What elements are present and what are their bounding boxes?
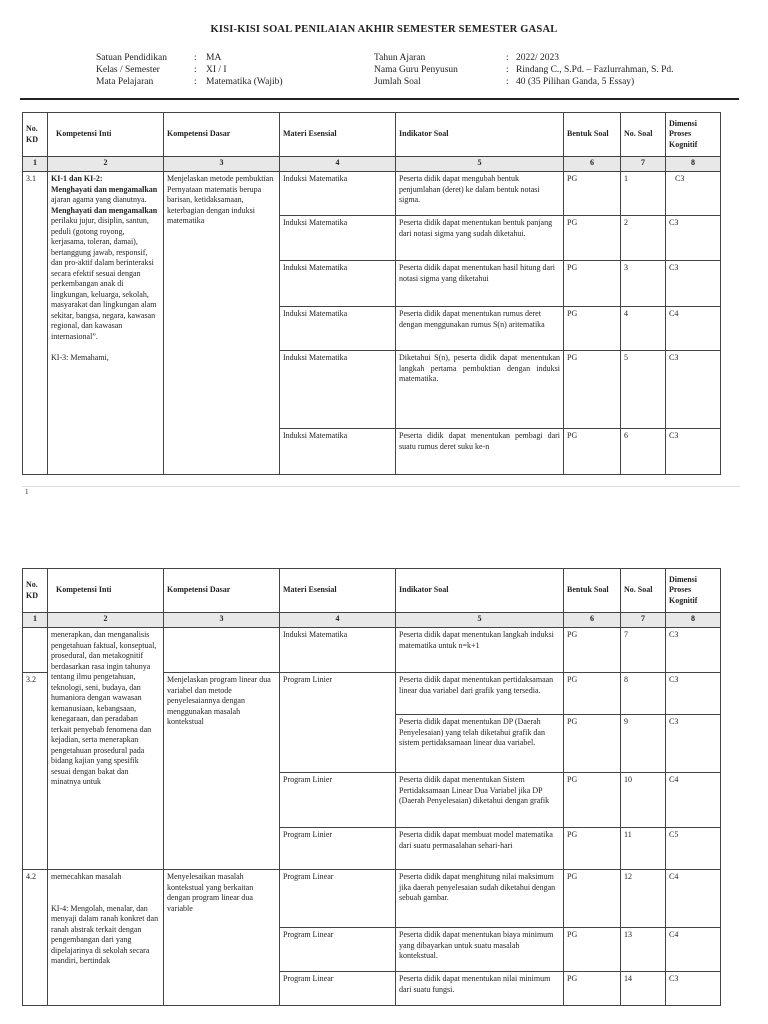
info-key: Jumlah Soal xyxy=(374,77,421,87)
indikator-cell: Peserta didik dapat menentukan langkah induksi matematika untuk n=k+1 xyxy=(396,628,564,673)
dimensi-cell: C3 xyxy=(666,972,721,1006)
ki-text: memecahkan masalah xyxy=(51,872,122,881)
col-number: 6 xyxy=(564,157,621,172)
col-number: 8 xyxy=(666,157,721,172)
no-soal-cell: 13 xyxy=(621,928,666,972)
kompetensi-dasar-empty xyxy=(164,628,280,673)
info-key: Mata Pelajaran xyxy=(96,77,154,87)
dimensi-cell: C4 xyxy=(666,307,721,351)
no-soal-cell: 4 xyxy=(621,307,666,351)
header-no-soal: No. Soal xyxy=(621,569,666,613)
kompetensi-inti-cell xyxy=(48,628,164,870)
kd-number: 3.1 xyxy=(23,172,48,475)
no-soal-cell: 3 xyxy=(621,261,666,307)
indikator-cell: Peserta didik dapat menentukan biaya minimum yang dibayarkan untuk suatu masalah kontekstual. xyxy=(396,928,564,972)
indikator-cell: Peserta didik dapat menentukan DP (Daerah Penyelesaian) yang telah diketahui grafik dan sistem pertidaksamaan linear dua variabel. xyxy=(396,715,564,773)
ki-heading: KI-1 dan KI-2: xyxy=(51,174,103,183)
col-number: 7 xyxy=(621,157,666,172)
col-number: 6 xyxy=(564,613,621,628)
no-soal-cell: 2 xyxy=(621,216,666,261)
materi-cell: Program Linear xyxy=(280,928,396,972)
col-number: 1 xyxy=(23,613,48,628)
materi-cell: Program Linier xyxy=(280,828,396,870)
indikator-cell: Peserta didik dapat menghitung nilai maksimum jika daerah penyelesaian sudah diketahui dengan sebuah gambar. xyxy=(396,870,564,928)
bentuk-cell: PG xyxy=(564,172,621,216)
header-indikator-soal: Indikator Soal xyxy=(396,113,564,157)
header-no-kd: No. KD xyxy=(23,113,48,157)
info-key: Kelas / Semester xyxy=(96,65,160,75)
no-soal-cell: 6 xyxy=(621,429,666,475)
info-value: Matematika (Wajib) xyxy=(206,77,283,87)
no-soal-cell: 8 xyxy=(621,673,666,715)
dimensi-cell: C4 xyxy=(666,928,721,972)
header-rule xyxy=(20,98,739,100)
col-number: 3 xyxy=(164,613,280,628)
materi-cell: Induksi Matematika xyxy=(280,307,396,351)
bentuk-cell: PG xyxy=(564,715,621,773)
ki-text: menerapkan, dan menganalisis pengetahuan faktual, konseptual, prosedural, dan metakognitif berdasarkan rasa ingin tahunya tentang ilmu pengetahuan, teknologi, seni, budaya, dan humaniora dengan wawasan kemanusiaan, kebangsaan, kenegaraan, dan peradaban terkait penyebab fenomena dan kejadian, serta menerapkan pengetahuan prosedural pada bidang kajian yang spesifik sesuai dengan bakat dan minatnya untuk xyxy=(51,630,157,786)
indikator-cell: Peserta didik dapat menentukan hasil hitung dari notasi sigma yang diketahui xyxy=(396,261,564,307)
no-soal-cell: 9 xyxy=(621,715,666,773)
col-number: 5 xyxy=(396,613,564,628)
dimensi-cell: C3 xyxy=(666,673,721,715)
dimensi-cell: C3 xyxy=(666,172,721,216)
no-soal-cell: 14 xyxy=(621,972,666,1006)
materi-cell: Induksi Matematika xyxy=(280,172,396,216)
header-no-kd: No. KD xyxy=(23,569,48,613)
col-number: 2 xyxy=(48,613,164,628)
no-soal-cell: 12 xyxy=(621,870,666,928)
ki-text: perilaku jujur, disiplin, santun, peduli (gotong royong, kerjasama, toleran, damai), bertanggung jawab, responsif, dan pro-aktif dalam berinteraksi secara efektif sesuai dengan perkembangan anak di lingkungan, keluarga, sekolah, masyarakat dan lingkungan alam sekitar, bangsa, negara, kawasan regional, dan kawasan internasional”. xyxy=(51,216,157,341)
header-dimensi: Dimensi Proses Kognitif xyxy=(666,113,721,157)
materi-cell: Program Linear xyxy=(280,870,396,928)
info-value: XI / I xyxy=(206,65,227,75)
col-number: 3 xyxy=(164,157,280,172)
kisi-table-page-2 xyxy=(22,568,721,1006)
header-kompetensi-inti: Kompetensi Inti xyxy=(48,113,164,157)
ki-text: KI-3: Memahami, xyxy=(51,352,109,362)
col-number: 4 xyxy=(280,613,396,628)
kompetensi-dasar-cell: Menjelaskan program linear dua variabel dan metode penyelesaiannya dengan menggunakan masalah kontekstual xyxy=(164,673,280,870)
bentuk-cell: PG xyxy=(564,429,621,475)
materi-cell: Program Linier xyxy=(280,673,396,773)
header-kompetensi-dasar: Kompetensi Dasar xyxy=(164,569,280,613)
no-soal-cell: 10 xyxy=(621,773,666,828)
no-soal-cell: 11 xyxy=(621,828,666,870)
dimensi-cell: C3 xyxy=(666,429,721,475)
info-left: Satuan Pendidikan : MA Kelas / Semester : XI / I Mata Pelajaran : Matematika (Wajib) xyxy=(96,53,283,87)
ki-bold-text: Menghayati dan mengamalkan xyxy=(51,184,158,194)
materi-cell: Induksi Matematika xyxy=(280,628,396,673)
header-indikator-soal: Indikator Soal xyxy=(396,569,564,613)
dimensi-cell: C5 xyxy=(666,828,721,870)
info-value: Rindang C., S.Pd. – Fazlurrahman, S. Pd. xyxy=(516,65,674,75)
info-key: Nama Guru Penyusun xyxy=(374,65,458,75)
col-number: 2 xyxy=(48,157,164,172)
indikator-cell: Peserta didik dapat menentukan pertidaksamaan linear dua variabel dari grafik yang tersedia. xyxy=(396,673,564,715)
kompetensi-dasar-cell: Menjelaskan metode pembuktian Pernyataan matematis berupa barisan, ketidaksamaan, keterbagian dengan induksi matematika xyxy=(164,172,280,475)
info-key: Tahun Ajaran xyxy=(374,53,426,63)
header-bentuk-soal: Bentuk Soal xyxy=(564,569,621,613)
header-kompetensi-dasar: Kompetensi Dasar xyxy=(164,113,280,157)
bentuk-cell: PG xyxy=(564,307,621,351)
ki-text: ajaran agama yang dianutnya. xyxy=(51,195,147,204)
materi-cell: Program Linier xyxy=(280,773,396,828)
col-number: 4 xyxy=(280,157,396,172)
info-value: MA xyxy=(206,53,222,63)
no-soal-cell: 5 xyxy=(621,351,666,429)
indikator-cell: Peserta didik dapat menentukan bentuk panjang dari notasi sigma yang sudah diketahui. xyxy=(396,216,564,261)
page-number: 1 xyxy=(25,488,29,496)
bentuk-cell: PG xyxy=(564,673,621,715)
header-materi-esensial: Materi Esensial xyxy=(280,569,396,613)
bentuk-cell: PG xyxy=(564,628,621,673)
header-kompetensi-inti: Kompetensi Inti xyxy=(48,569,164,613)
col-number: 7 xyxy=(621,613,666,628)
info-value: 40 (35 Pilihan Ganda, 5 Essay) xyxy=(516,77,635,87)
kd-number: 3.2 xyxy=(23,673,48,870)
bentuk-cell: PG xyxy=(564,870,621,928)
materi-cell: Induksi Matematika xyxy=(280,216,396,261)
bentuk-cell: PG xyxy=(564,216,621,261)
ki-text: KI-4: Mengolah, menalar, dan menyaji dalam ranah konkret dan ranah abstrak terkait dengan pengembangan dari yang dipelajarinya di sekolah secara mandiri, bertindak xyxy=(51,903,159,965)
indikator-cell: Peserta didik dapat menentukan nilai minimum dari suatu fungsi. xyxy=(396,972,564,1006)
no-soal-cell: 1 xyxy=(621,172,666,216)
dimensi-cell: C4 xyxy=(666,773,721,828)
dimensi-cell: C3 xyxy=(666,261,721,307)
info-key: Satuan Pendidikan xyxy=(96,53,167,63)
dimensi-cell: C3 xyxy=(666,628,721,673)
kd-number: 4.2 xyxy=(23,870,48,1006)
bentuk-cell: PG xyxy=(564,261,621,307)
materi-cell: Program Linear xyxy=(280,972,396,1006)
kompetensi-inti-cell xyxy=(48,172,164,475)
no-soal-cell: 7 xyxy=(621,628,666,673)
col-number: 8 xyxy=(666,613,721,628)
dimensi-cell: C3 xyxy=(666,216,721,261)
kompetensi-inti-cell-cont xyxy=(48,870,164,1006)
kisi-table-page-1 xyxy=(22,112,721,475)
indikator-cell: Peserta didik dapat menentukan rumus deret dengan menggunakan rumus S(n) aritematika xyxy=(396,307,564,351)
bentuk-cell: PG xyxy=(564,773,621,828)
indikator-cell: Peserta didik dapat mengubah bentuk penjumlahan (deret) ke dalam bentuk notasi sigma. xyxy=(396,172,564,216)
materi-cell: Induksi Matematika xyxy=(280,261,396,307)
dimensi-cell: C3 xyxy=(666,351,721,429)
bentuk-cell: PG xyxy=(564,351,621,429)
kd-number-empty xyxy=(23,628,48,673)
document-title: KISI-KISI SOAL PENILAIAN AKHIR SEMESTER SEMESTER GASAL xyxy=(210,24,558,35)
bentuk-cell: PG xyxy=(564,972,621,1006)
col-number: 5 xyxy=(396,157,564,172)
header-dimensi: Dimensi Proses Kognitif xyxy=(666,569,721,613)
header-materi-esensial: Materi Esensial xyxy=(280,113,396,157)
info-right: Tahun Ajaran : 2022/ 2023 Nama Guru Penyusun : Rindang C., S.Pd. – Fazlurrahman, S. Pd. Jumlah Soal : 40 (35 Pilihan Ganda, 5 Essay) xyxy=(374,53,674,87)
indikator-cell: Peserta didik dapat menentukan pembagi dari suatu rumus deret suku ke-n xyxy=(396,429,564,475)
materi-cell: Induksi Matematika xyxy=(280,429,396,475)
indikator-cell: Peserta didik dapat membuat model matematika dari suatu permasalahan sehari-hari xyxy=(396,828,564,870)
indikator-cell: Peserta didik dapat menentukan Sistem Pertidaksamaan Linear Dua Variabel jika DP (Daerah Penyelesaian) diketahui dengan grafik xyxy=(396,773,564,828)
materi-cell: Induksi Matematika xyxy=(280,351,396,429)
ki-bold-text: Menghayati dan mengamalkan xyxy=(51,205,158,215)
dimensi-cell: C4 xyxy=(666,870,721,928)
col-number: 1 xyxy=(23,157,48,172)
bentuk-cell: PG xyxy=(564,828,621,870)
kompetensi-dasar-cell: Menyelesaikan masalah kontekstual yang berkaitan dengan program linear dua variable xyxy=(164,870,280,1006)
info-value: 2022/ 2023 xyxy=(516,53,560,63)
dimensi-cell: C3 xyxy=(666,715,721,773)
indikator-cell: Diketahui S(n), peserta didik dapat menentukan langkah pertama pembuktian dengan induksi matematika. xyxy=(396,351,564,429)
page-break xyxy=(22,486,740,487)
header-no-soal: No. Soal xyxy=(621,113,666,157)
bentuk-cell: PG xyxy=(564,928,621,972)
header-bentuk-soal: Bentuk Soal xyxy=(564,113,621,157)
